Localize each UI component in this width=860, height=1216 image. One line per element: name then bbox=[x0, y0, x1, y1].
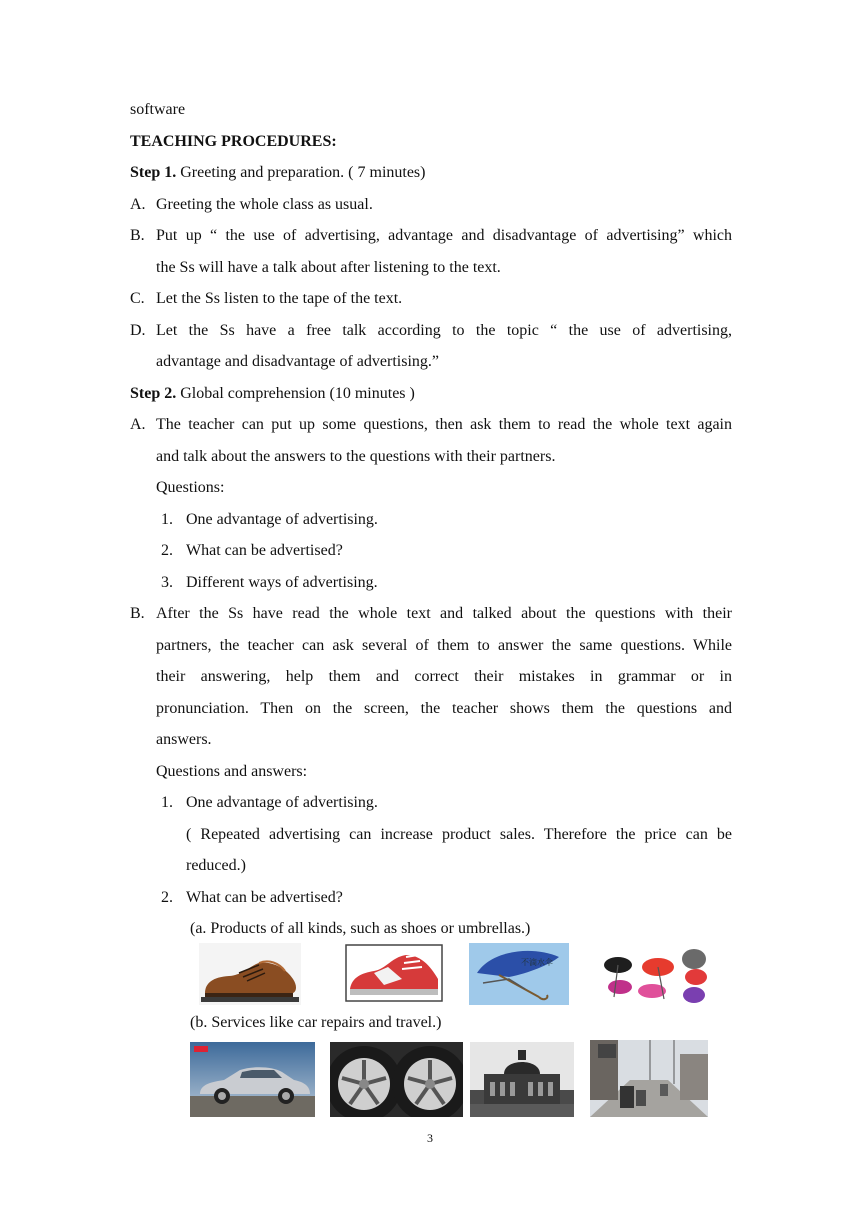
step2-item-b-line4: pronunciation. Then on the screen, the teacher shows them the questions and bbox=[156, 700, 732, 717]
step2-heading bbox=[130, 384, 415, 404]
umbrella-image bbox=[469, 943, 569, 1005]
question-1-text: One advantage of advertising. bbox=[186, 511, 378, 528]
step1-item-c-marker: C. bbox=[130, 290, 145, 307]
top-line: software bbox=[130, 101, 186, 118]
qa-2-question: What can be advertised? bbox=[186, 889, 343, 906]
step2-item-b-line5: answers. bbox=[156, 731, 212, 748]
qa-1-number: 1. bbox=[161, 794, 173, 811]
qa-1-question: One advantage of advertising. bbox=[186, 794, 378, 811]
qa-2-answer-b: (b. Services like car repairs and travel.) bbox=[190, 1014, 442, 1031]
step2-item-b-line1: After the Ss have read the whole text and talked about the questions with their bbox=[156, 605, 732, 622]
step1-item-b-line1: Put up “ the use of advertising, advantage and disadvantage of advertising” which bbox=[156, 227, 732, 244]
step2-item-b-marker: B. bbox=[130, 605, 145, 622]
building-image bbox=[470, 1042, 574, 1117]
qa-label: Questions and answers: bbox=[156, 763, 308, 780]
step1-text: Greeting and preparation. ( 7 minutes) bbox=[176, 164, 426, 181]
qa-2-number: 2. bbox=[161, 889, 173, 906]
question-3-text: Different ways of advertising. bbox=[186, 574, 378, 591]
teaching-procedures-heading: TEACHING PROCEDURES: bbox=[130, 133, 337, 150]
question-2-number: 2. bbox=[161, 542, 173, 559]
step2-item-b-line3: their answering, help them and correct their mistakes in grammar or in bbox=[156, 668, 732, 685]
step1-item-d-line2: advantage and disadvantage of advertising.” bbox=[156, 353, 439, 370]
step1-item-b-line2: the Ss will have a talk about after listening to the text. bbox=[156, 259, 501, 276]
qa-1-answer-line1: ( Repeated advertising can increase product sales. Therefore the price can be bbox=[186, 826, 732, 843]
step1-item-c-text: Let the Ss listen to the tape of the text. bbox=[156, 290, 403, 307]
question-2-text: What can be advertised? bbox=[186, 542, 343, 559]
question-3-number: 3. bbox=[161, 574, 173, 591]
sneaker-image bbox=[344, 943, 444, 1003]
qa-2-answer-a: (a. Products of all kinds, such as shoes or umbrellas.) bbox=[190, 920, 531, 937]
step1-item-a-text: Greeting the whole class as usual. bbox=[156, 196, 373, 213]
step2-item-a-line1: The teacher can put up some questions, then ask them to read the whole text again bbox=[156, 416, 732, 433]
step1-heading bbox=[130, 163, 425, 183]
questions-label: Questions: bbox=[156, 479, 225, 496]
qa-1-answer-line2: reduced.) bbox=[186, 857, 246, 874]
step2-label: Step 2. bbox=[130, 385, 177, 402]
tires-image bbox=[330, 1042, 463, 1117]
step2-text: Global comprehension (10 minutes ) bbox=[176, 385, 415, 402]
step2-item-a-line2: and talk about the answers to the questions with their partners. bbox=[156, 448, 556, 465]
step1-item-d-line1: Let the Ss have a free talk according to the topic “ the use of advertising, bbox=[156, 322, 732, 339]
step2-item-b-line2: partners, the teacher can ask several of them to answer the same questions. While bbox=[156, 637, 732, 654]
step1-item-d-marker: D. bbox=[130, 322, 146, 339]
page-number: 3 bbox=[427, 1131, 433, 1145]
step1-item-a-marker: A. bbox=[130, 196, 146, 213]
step1-label: Step 1. bbox=[130, 164, 177, 181]
leather-shoe-image bbox=[199, 943, 301, 1005]
car-image bbox=[190, 1042, 315, 1117]
umbrella-caption: 不滴水伞 bbox=[521, 958, 553, 967]
umbrellas-group-image bbox=[600, 943, 708, 1005]
question-1-number: 1. bbox=[161, 511, 173, 528]
step1-item-b-marker: B. bbox=[130, 227, 145, 244]
street-image bbox=[590, 1040, 708, 1117]
step2-item-a-marker: A. bbox=[130, 416, 146, 433]
